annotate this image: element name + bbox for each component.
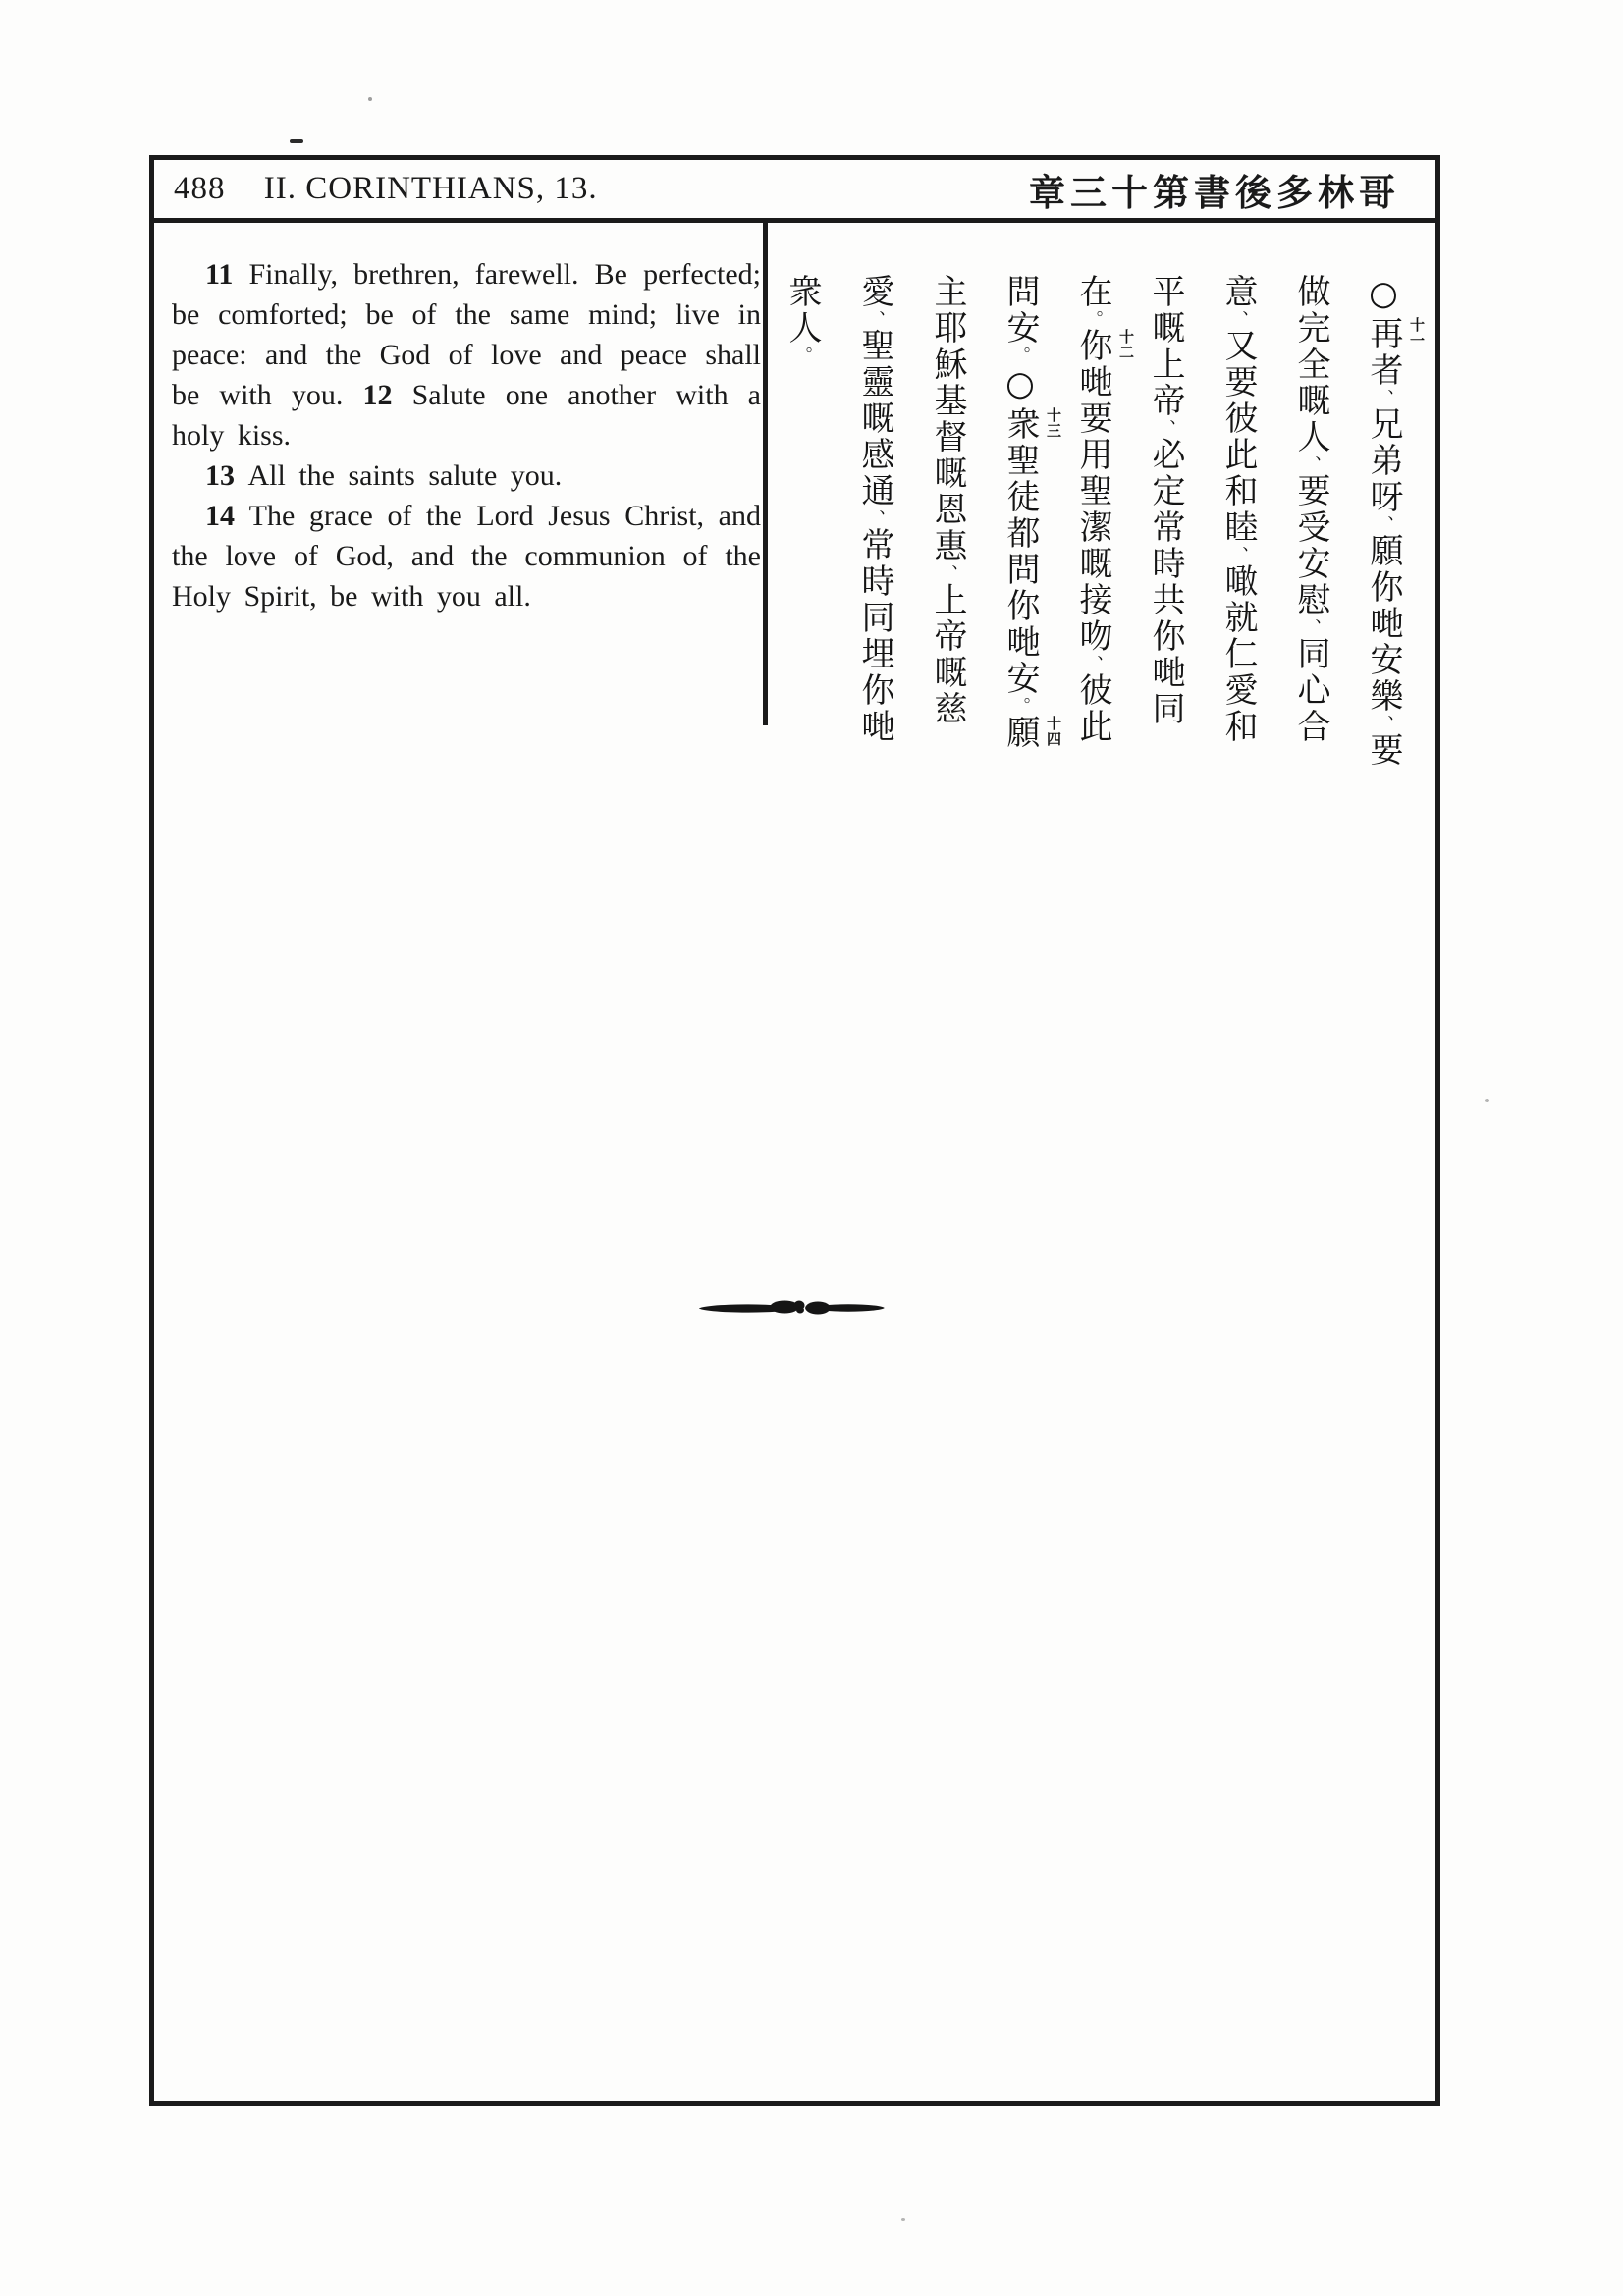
chinese-character: 安 xyxy=(1001,310,1040,347)
english-paragraph xyxy=(172,254,761,455)
chinese-text-column xyxy=(783,274,822,784)
verse-number-marker: 十三 xyxy=(1045,407,1062,439)
chinese-character: 呀 xyxy=(1364,479,1403,515)
chinese-character: 完 xyxy=(1291,310,1330,347)
chinese-character: 此 xyxy=(1218,437,1258,473)
chinese-text-column xyxy=(1291,274,1330,784)
chinese-character: 聖 xyxy=(1073,473,1112,509)
chinese-character: 要 xyxy=(1073,400,1112,437)
verse-text: Finally, brethren, farewell. Be perfected; be comforted; be of the same mind; live in peace: and the God of love and peace shall be with you. xyxy=(172,258,761,411)
chinese-character: 弟 xyxy=(1364,443,1403,479)
chinese-character: 要 xyxy=(1218,364,1258,400)
chinese-character: 者 xyxy=(1364,352,1403,389)
tailpiece-dash-ornament xyxy=(698,1297,887,1318)
chinese-text-column xyxy=(1364,274,1426,784)
verse-number: 14 xyxy=(205,500,249,532)
chinese-character: 時 xyxy=(1146,546,1185,582)
chinese-character: 安 xyxy=(1291,546,1330,582)
chinese-character: 時 xyxy=(855,563,894,600)
chinese-character: 定 xyxy=(1146,473,1185,509)
chinese-character: 再 十一 xyxy=(1364,316,1426,352)
chinese-character: 都 xyxy=(1001,515,1040,552)
chinese-character: 接 xyxy=(1073,582,1112,618)
cjk-punctuation: 、 xyxy=(1374,389,1394,406)
scan-speck xyxy=(368,97,372,101)
chinese-character: 和 xyxy=(1218,473,1258,509)
chinese-character: 你 xyxy=(1001,588,1040,624)
chinese-character: 哋 xyxy=(1146,655,1185,691)
chinese-character: 要 xyxy=(1364,732,1403,769)
page-content xyxy=(154,223,1435,2106)
chinese-character: 此 xyxy=(1073,709,1112,745)
verse-number-marker: 十四 xyxy=(1045,716,1062,747)
chinese-character: 基 xyxy=(928,383,967,419)
chinese-character: 聖 xyxy=(1001,443,1040,479)
chinese-character: 睦 xyxy=(1218,509,1258,546)
running-header xyxy=(154,160,1435,223)
chinese-character: 衆 xyxy=(783,274,822,310)
chinese-character: 穌 xyxy=(928,347,967,383)
chinese-character: 哋 xyxy=(1364,606,1403,642)
chinese-character: 上 xyxy=(928,582,967,618)
chinese-character: 你 十二 xyxy=(1073,328,1135,364)
chinese-character: 徒 xyxy=(1001,479,1040,515)
chinese-character: 慈 xyxy=(928,691,967,727)
chinese-character: 靈 xyxy=(855,364,894,400)
verse-number: 12 xyxy=(362,379,412,411)
chinese-character: 用 xyxy=(1073,437,1112,473)
verse-number-marker: 十一 xyxy=(1408,317,1426,348)
chinese-character: 合 xyxy=(1291,709,1330,745)
chinese-text-column xyxy=(928,274,967,784)
running-head-english xyxy=(174,171,598,207)
chinese-text-column xyxy=(855,274,894,784)
cjk-punctuation: 、 xyxy=(1374,715,1394,732)
scan-speck xyxy=(1485,1099,1489,1102)
cjk-punctuation: 、 xyxy=(1301,618,1322,636)
chinese-character: 平 xyxy=(1146,274,1185,310)
chinese-character: 嘅 xyxy=(1291,383,1330,419)
chinese-character: 全 xyxy=(1291,347,1330,383)
chinese-character: 嘅 xyxy=(1146,310,1185,347)
verse-text: The grace of the Lord Jesus Christ, and the love of God, and the communion of the Holy Spirit, be with you all. xyxy=(172,500,761,613)
english-column xyxy=(172,254,761,616)
chinese-character: 嘅 xyxy=(928,455,967,492)
chinese-character: 聖 xyxy=(855,328,894,364)
chinese-character: 受 xyxy=(1291,509,1330,546)
chinese-text-column xyxy=(1073,274,1135,784)
chinese-character: 彼 xyxy=(1218,400,1258,437)
chinese-character: 噉 xyxy=(1218,563,1258,600)
chinese-column xyxy=(783,274,1426,784)
cjk-punctuation: 、 xyxy=(1083,655,1104,672)
chinese-character: 兄 xyxy=(1364,406,1403,443)
cjk-punctuation: 、 xyxy=(1228,310,1249,328)
chinese-character: 嘅 xyxy=(855,400,894,437)
chinese-character: 上 xyxy=(1146,347,1185,383)
chinese-character: 必 xyxy=(1146,437,1185,473)
chinese-character: 問 xyxy=(1001,552,1040,588)
chinese-character: 嘅 xyxy=(928,655,967,691)
chinese-character: 意 xyxy=(1218,274,1258,310)
chinese-character: 同 xyxy=(1291,636,1330,672)
chinese-character: 愛 xyxy=(1218,672,1258,709)
book-title-english: II. CORINTHIANS, 13. xyxy=(263,171,598,206)
chinese-character: 彼 xyxy=(1073,672,1112,709)
cjk-punctuation: 、 xyxy=(1374,515,1394,533)
chinese-character: 安 xyxy=(1001,661,1040,697)
chinese-character: 願 xyxy=(1364,533,1403,569)
chinese-character: 心 xyxy=(1291,672,1330,709)
chinese-character: 潔 xyxy=(1073,509,1112,546)
chinese-character: 常 xyxy=(1146,509,1185,546)
chinese-character: 在 xyxy=(1073,274,1112,310)
cjk-punctuation: 。 xyxy=(792,347,813,364)
chinese-character: 慰 xyxy=(1291,582,1330,618)
verse-number: 13 xyxy=(205,459,248,492)
chinese-character: 安 xyxy=(1364,642,1403,678)
cjk-punctuation: 、 xyxy=(865,509,886,527)
chinese-character: 仁 xyxy=(1218,636,1258,672)
chinese-character: 要 xyxy=(1291,473,1330,509)
english-paragraph xyxy=(172,455,761,496)
chinese-character: 恩 xyxy=(928,492,967,528)
chinese-character: 帝 xyxy=(1146,383,1185,419)
chinese-character: 同 xyxy=(1146,691,1185,727)
cjk-punctuation: 。 xyxy=(1083,310,1104,328)
chinese-character: 就 xyxy=(1218,600,1258,636)
chinese-character: 你 xyxy=(1364,569,1403,606)
verse-number-marker: 十二 xyxy=(1117,329,1135,360)
chinese-character: 同 xyxy=(855,600,894,636)
chinese-character: 人 xyxy=(783,310,822,347)
cjk-punctuation: 、 xyxy=(1156,419,1176,437)
chinese-character: 和 xyxy=(1218,709,1258,745)
chinese-character: 哋 xyxy=(1001,624,1040,661)
chinese-character: 主 xyxy=(928,274,967,310)
page-border-box xyxy=(149,155,1440,2106)
chinese-character: 又 xyxy=(1218,328,1258,364)
chinese-character: 感 xyxy=(855,437,894,473)
chinese-character: 哋 xyxy=(855,709,894,745)
chinese-character: 帝 xyxy=(928,618,967,655)
scan-speck xyxy=(901,2218,905,2221)
cjk-punctuation: 、 xyxy=(865,310,886,328)
page-number: 488 xyxy=(174,171,226,206)
chinese-character: 人 xyxy=(1291,419,1330,455)
chinese-character: 惠 xyxy=(928,528,967,564)
chinese-text-column xyxy=(1146,274,1185,784)
scan-speck xyxy=(290,139,303,143)
chinese-character: 通 xyxy=(855,473,894,509)
book-title-chinese: 章三十第書後多林哥 xyxy=(1029,171,1400,214)
chinese-character: 問 xyxy=(1001,274,1040,310)
column-divider-rule xyxy=(763,223,768,725)
chinese-character: 吻 xyxy=(1073,618,1112,655)
verse-number: 11 xyxy=(205,258,249,291)
chinese-character: 做 xyxy=(1291,274,1330,310)
cjk-punctuation: 、 xyxy=(1228,546,1249,563)
chinese-character: 耶 xyxy=(928,310,967,347)
chinese-character: 哋 xyxy=(1073,364,1112,400)
chinese-character: 愛 xyxy=(855,274,894,310)
chinese-character: 埋 xyxy=(855,636,894,672)
chinese-text-column xyxy=(1218,274,1258,784)
verse-text: Salute one another with a holy kiss. xyxy=(172,379,761,452)
cjk-punctuation: 。 xyxy=(1010,347,1031,364)
chinese-character: 你 xyxy=(855,672,894,709)
chinese-character: 督 xyxy=(928,419,967,455)
verse-text: All the saints salute you. xyxy=(247,459,563,492)
chinese-character: 共 xyxy=(1146,582,1185,618)
chinese-character: 嘅 xyxy=(1073,546,1112,582)
chinese-character: 願 十四 xyxy=(1001,715,1062,751)
chinese-character: 樂 xyxy=(1364,678,1403,715)
chinese-character: 衆 十三 xyxy=(1001,406,1062,443)
cjk-punctuation: 。 xyxy=(1010,697,1031,715)
chinese-character: 你 xyxy=(1146,618,1185,655)
english-paragraph xyxy=(172,496,761,616)
chinese-character: ○ xyxy=(1364,274,1403,316)
cjk-punctuation: 、 xyxy=(938,564,958,582)
chinese-text-column xyxy=(1001,274,1062,784)
cjk-punctuation: 、 xyxy=(1301,455,1322,473)
chinese-character: ○ xyxy=(1001,364,1040,406)
chinese-character: 常 xyxy=(855,527,894,563)
